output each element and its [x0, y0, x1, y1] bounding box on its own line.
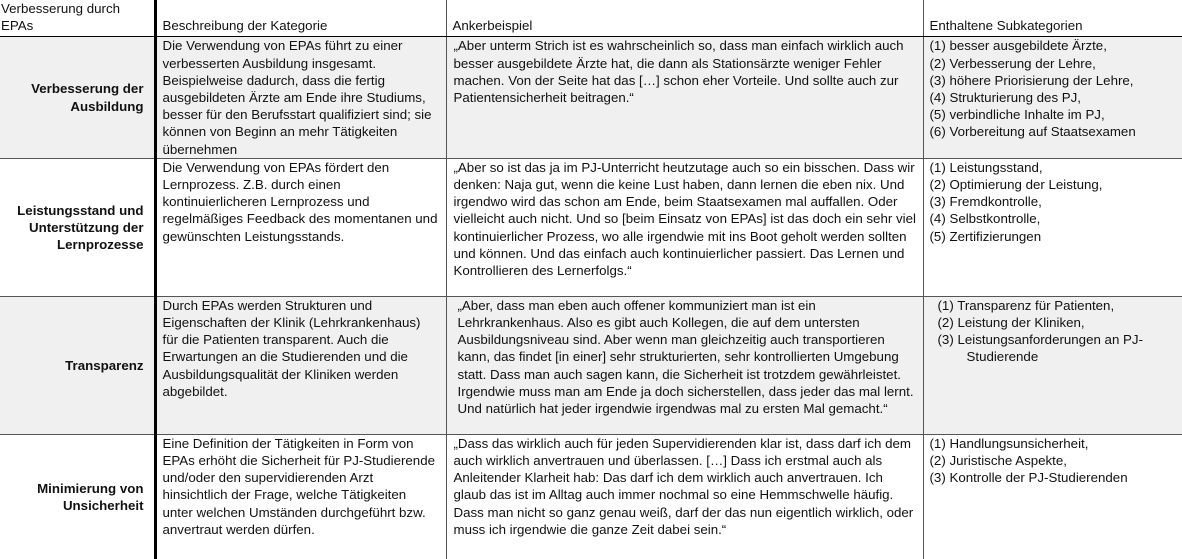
table-row: [0, 296, 1182, 434]
table-row: [0, 37, 1182, 158]
category-cell: Minimierung von Unsicherheit: [0, 434, 155, 559]
category-cell: Leistungsstand und Unterstützung der Lernprozesse: [0, 158, 155, 296]
header-category: Verbesserung durch EPAs: [0, 0, 155, 37]
header-subcategories: Enthaltene Subkategorien: [923, 0, 1182, 37]
anchor-cell: „Aber, dass man eben auch offener kommuniziert man ist ein Lehrkrankenhaus. Also es gibt auch Kollegen, die auf dem untersten Ausbildungsniveau sind. Aber wenn man gleichzeitig auch transportieren kann, das findet [in einer] sehr strukturierten, sehr kontrollierten Umgebung statt. Dass man auch sagen kann, die Sicherheit ist trotzdem gewährleistet. Irgendwie muss man am Ende ja doch sicherstellen, dass jeder das mal lernt. Und natürlich hat jeder irgendwie irgendwas mal zu ersten Mal gemacht.“: [446, 296, 923, 434]
subcategory-item: (2) Optimierung der Leistung,: [929, 177, 1103, 193]
header-row: [0, 0, 1182, 37]
subcategory-item: (5) verbindliche Inhalte im PJ,: [929, 107, 1105, 123]
subcategory-item: (5) Zertifizierungen: [929, 228, 1042, 244]
subcategory-item: (2) Leistung der Kliniken,: [937, 315, 1085, 331]
anchor-cell: „Aber so ist das ja im PJ-Unterricht heutzutage auch so ein bisschen. Dass wir denken: Naja gut, wenn die keine Lust haben, dann lernen die eben nix. Und irgendwo wird das schon am Ende, beim Staatsexamen mal auffallen. Oder vielleicht auch nicht. Und so [beim Einsatz von EPAs] ist das doch ein sehr viel kontinuierlicher Prozess, wo alle irgendwie mit ins Boot geholt werden sollten und können. Und das einfach auch kontinuierlicher passiert. Das Lernen und Kontrollieren des Lernerfolgs.“: [446, 158, 923, 296]
header-anchor-example: Ankerbeispiel: [446, 0, 923, 37]
category-cell: Verbesserung der Ausbildung: [0, 37, 155, 158]
subcategory-item: (1) Leistungsstand,: [929, 159, 1043, 175]
description-cell: Die Verwendung von EPAs fördert den Lernprozess. Z.B. durch einen kontinuierlicheren Lernprozess und regelmäßiges Feedback des momentanen und gewünschten Leistungsstands.: [155, 158, 446, 296]
anchor-cell: „Dass das wirklich auch für jeden Supervidierenden klar ist, dass darf ich dem auch wirklich anvertrauen und überlassen. […] Dass ich erstmal auch als Anleitender Klarheit hab: Das darf ich dem wirklich auch anvertrauen. Ich glaub das ist im Alltag auch immer nochmal so eine Hemmschwelle häufig. Dass man nicht so ganz genau weiß, darf der das nun eigentlich wirklich, oder muss ich irgendwie die ganze Zeit dabei sein.“: [446, 434, 923, 559]
subcategory-item: (1) Handlungsunsicherheit,: [929, 435, 1089, 451]
subcategory-item: (1) Transparenz für Patienten,: [937, 297, 1115, 313]
table-row: [0, 158, 1182, 296]
subcategory-item: (4) Selbstkontrolle,: [929, 211, 1041, 227]
subcategory-cell: [923, 37, 1182, 158]
subcategory-item: Studierende: [966, 349, 1039, 365]
subcategory-cell: [923, 158, 1182, 296]
subcategory-item: (2) Juristische Aspekte,: [929, 453, 1067, 469]
category-cell: Transparenz: [0, 296, 155, 434]
subcategory-item: (1) besser ausgebildete Ärzte,: [929, 38, 1107, 54]
subcategory-cell: [923, 296, 1182, 434]
subcategory-item: (3) Kontrolle der PJ-Studierenden: [929, 470, 1128, 486]
description-cell: Die Verwendung von EPAs führt zu einer verbesserten Ausbildung insgesamt. Beispielweise dadurch, dass die fertig ausgebildeten Ärzte am Ende ihre Studiums, besser für den Berufsstart qualifiziert sind; sie können von Beginn an mehr Tätigkeiten übernehmen: [155, 37, 446, 158]
description-cell: Durch EPAs werden Strukturen und Eigenschaften der Klinik (Lehrkrankenhaus) für die Patienten transparent. Auch die Erwartungen an die Studierenden und die Ausbildungsqualität der Kliniken werden abgebildet.: [155, 296, 446, 434]
subcategory-item: (4) Strukturierung des PJ,: [929, 90, 1081, 106]
subcategory-item: (2) Verbesserung der Lehre,: [929, 55, 1096, 71]
header-description: Beschreibung der Kategorie: [155, 0, 446, 37]
subcategory-cell: [923, 434, 1182, 559]
anchor-cell: „Aber unterm Strich ist es wahrscheinlich so, dass man einfach wirklich auch besser ausgebildete Ärzte hat, die dann als Stationsärzte weniger Fehler machen. Von der Seite hat das […] schon eher Vorteile. Und sollte auch zur Patientensicherheit beitragen.“: [446, 37, 923, 158]
subcategory-item: (3) Leistungsanforderungen an PJ-: [937, 332, 1143, 348]
description-cell: Eine Definition der Tätigkeiten in Form von EPAs erhöht die Sicherheit für PJ-Studierende und/oder den supervidierenden Arzt hinsichtlich der Frage, welche Tätigkeiten unter welchen Umständen durchgeführt bzw. anvertraut werden dürfen.: [155, 434, 446, 559]
table-row: [0, 434, 1182, 559]
subcategory-item: (3) Fremdkontrolle,: [929, 194, 1042, 210]
subcategory-item: (3) höhere Priorisierung der Lehre,: [929, 72, 1134, 88]
subcategory-item: (6) Vorbereitung auf Staatsexamen: [929, 124, 1136, 140]
